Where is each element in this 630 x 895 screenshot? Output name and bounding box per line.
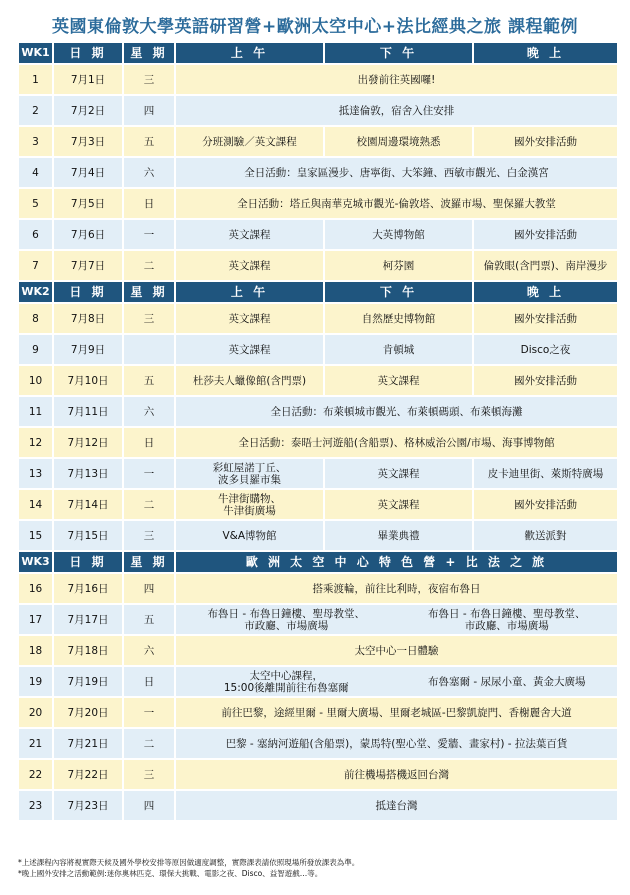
- morning-activity: 英文課程: [176, 220, 323, 249]
- morning-header: 上 午: [176, 43, 323, 63]
- day-number: 11: [19, 397, 52, 426]
- morning-activity: 分班測驗／英文課程: [176, 127, 323, 156]
- day-number: 4: [19, 158, 52, 187]
- activity-line: 太空中心課程，: [249, 669, 323, 682]
- day-number: 3: [19, 127, 52, 156]
- schedule-row: [19, 127, 617, 156]
- afternoon-activity: 畢業典禮: [325, 521, 472, 550]
- morning-activity: 英文課程: [176, 304, 323, 333]
- schedule-row: [19, 304, 617, 333]
- weekday-cell: 四: [124, 791, 174, 820]
- schedule-row: [19, 760, 617, 789]
- morning-activity: [176, 459, 323, 488]
- footnote: *上述課程內容將視實際天候及國外學校安排等原因做適度調整，實際課表請依照現場所發放課表為準。: [18, 858, 360, 867]
- date-cell: 7月9日: [54, 335, 122, 364]
- weekday-cell: 一: [124, 220, 174, 249]
- date-cell: 7月4日: [54, 158, 122, 187]
- full-day-activity: 全日活動：泰晤士河遊船(含船票)、格林威治公園/市場、海事博物館: [176, 428, 617, 457]
- full-day-activity: 全日活動：布萊頓城市觀光、布萊頓碼頭、布萊頓海灘: [176, 397, 617, 426]
- schedule-row: [19, 428, 617, 457]
- date-cell: 7月13日: [54, 459, 122, 488]
- date-cell: 7月17日: [54, 605, 122, 634]
- schedule-row: [19, 158, 617, 187]
- date-cell: 7月10日: [54, 366, 122, 395]
- evening-activity: 歡送派對: [474, 521, 617, 550]
- date-cell: 7月22日: [54, 760, 122, 789]
- afternoon-header: 下 午: [325, 282, 472, 302]
- weekday-cell: 五: [124, 605, 174, 634]
- weekday-cell: 日: [124, 428, 174, 457]
- schedule-row: [19, 251, 617, 280]
- schedule-row: [19, 220, 617, 249]
- afternoon-activity: 肯頓城: [325, 335, 472, 364]
- date-cell: 7月3日: [54, 127, 122, 156]
- weekday-header: 星 期: [124, 552, 174, 572]
- evening-activity: Disco之夜: [474, 335, 617, 364]
- schedule-row: [19, 574, 617, 603]
- footnotes: [18, 857, 618, 879]
- schedule-row: [19, 189, 617, 218]
- activity-line: 市政廳、市場廣場: [244, 619, 329, 632]
- evening-activity: 皮卡迪里街、萊斯特廣場: [474, 459, 617, 488]
- day-number: 5: [19, 189, 52, 218]
- weekday-cell: 五: [124, 366, 174, 395]
- page-title: 英國東倫敦大學英語研習營+歐洲太空中心+法比經典之旅 課程範例: [52, 17, 578, 37]
- date-cell: 7月20日: [54, 698, 122, 727]
- date-cell: 7月23日: [54, 791, 122, 820]
- date-header: 日 期: [54, 43, 122, 63]
- schedule-row: [19, 667, 617, 696]
- day-number: 1: [19, 65, 52, 94]
- full-day-activity: 巴黎 - 塞納河遊船(含船票)，蒙馬特(聖心堂、愛牆、畫家村) - 拉法葉百貨: [176, 729, 617, 758]
- date-cell: 7月2日: [54, 96, 122, 125]
- afternoon-activity: 大英博物館: [325, 220, 472, 249]
- schedule-row: [19, 521, 617, 550]
- weekday-cell: 六: [124, 397, 174, 426]
- date-cell: 7月21日: [54, 729, 122, 758]
- date-cell: 7月18日: [54, 636, 122, 665]
- week-header-row: [19, 282, 617, 302]
- split-day-activity: [176, 605, 617, 634]
- date-cell: 7月15日: [54, 521, 122, 550]
- weekday-cell: 日: [124, 189, 174, 218]
- week-label: WK1: [19, 43, 52, 63]
- activity-line: 布魯日 - 布魯日鐘樓、聖母教堂、: [428, 607, 586, 620]
- first-half-activity: [176, 608, 397, 632]
- day-number: 23: [19, 791, 52, 820]
- split-container: [176, 605, 617, 634]
- morning-activity: 英文課程: [176, 251, 323, 280]
- full-day-activity: 全日活動：塔丘與南華克城市觀光-倫敦塔、波羅市場、聖保羅大教堂: [176, 189, 617, 218]
- date-cell: 7月11日: [54, 397, 122, 426]
- schedule-row: [19, 791, 617, 820]
- date-cell: 7月12日: [54, 428, 122, 457]
- weekday-header: 星 期: [124, 282, 174, 302]
- weekday-cell: 三: [124, 521, 174, 550]
- full-day-activity: 前往機場搭機返回台灣: [176, 760, 617, 789]
- afternoon-activity: 英文課程: [325, 366, 472, 395]
- morning-activity: 杜莎夫人蠟像館(含門票): [176, 366, 323, 395]
- full-day-activity: 太空中心一日體驗: [176, 636, 617, 665]
- first-half-activity: [176, 670, 397, 694]
- weekday-header: 星 期: [124, 43, 174, 63]
- schedule-row: [19, 605, 617, 634]
- weekday-cell: 二: [124, 729, 174, 758]
- evening-activity: 國外安排活動: [474, 127, 617, 156]
- day-number: 9: [19, 335, 52, 364]
- afternoon-activity: 英文課程: [325, 459, 472, 488]
- weekday-cell: [124, 335, 174, 364]
- evening-header: 晚 上: [474, 43, 617, 63]
- schedule-row: [19, 335, 617, 364]
- weekday-cell: 五: [124, 127, 174, 156]
- activity-line: 布魯日 - 布魯日鐘樓、聖母教堂、: [207, 607, 365, 620]
- schedule-row: [19, 397, 617, 426]
- footnote: *晚上國外安排之活動範例:迷你奧林匹克、環保大挑戰、電影之夜、Disco、益智遊戲…等。: [18, 869, 323, 878]
- date-cell: 7月14日: [54, 490, 122, 519]
- weekday-cell: 三: [124, 65, 174, 94]
- full-day-activity: 前往巴黎，途經里爾 - 里爾大廣場、里爾老城區-巴黎凱旋門、香榭麗舍大道: [176, 698, 617, 727]
- activity-line: 市政廳、市場廣場: [464, 619, 549, 632]
- schedule-row: [19, 698, 617, 727]
- afternoon-activity: 校園周邊環境熟悉: [325, 127, 472, 156]
- afternoon-activity: 自然歷史博物館: [325, 304, 472, 333]
- morning-activity: [176, 490, 323, 519]
- day-number: 22: [19, 760, 52, 789]
- activity-line: 波多貝羅市集: [218, 473, 281, 486]
- schedule-table: [17, 41, 619, 822]
- schedule-row: [19, 490, 617, 519]
- weekday-cell: 二: [124, 251, 174, 280]
- schedule-row: [19, 65, 617, 94]
- day-number: 20: [19, 698, 52, 727]
- day-number: 12: [19, 428, 52, 457]
- weekday-cell: 六: [124, 636, 174, 665]
- weekday-cell: 一: [124, 459, 174, 488]
- day-number: 17: [19, 605, 52, 634]
- date-cell: 7月19日: [54, 667, 122, 696]
- weekday-cell: 四: [124, 574, 174, 603]
- split-container: [176, 667, 617, 696]
- full-day-activity: 抵達倫敦，宿舍入住安排: [176, 96, 617, 125]
- afternoon-activity: 英文課程: [325, 490, 472, 519]
- weekday-cell: 三: [124, 760, 174, 789]
- week-label: WK3: [19, 552, 52, 572]
- morning-activity: 英文課程: [176, 335, 323, 364]
- morning-header: 上 午: [176, 282, 323, 302]
- day-number: 10: [19, 366, 52, 395]
- weekday-cell: 三: [124, 304, 174, 333]
- weekday-cell: 二: [124, 490, 174, 519]
- date-cell: 7月1日: [54, 65, 122, 94]
- day-number: 6: [19, 220, 52, 249]
- weekday-cell: 四: [124, 96, 174, 125]
- weekday-cell: 日: [124, 667, 174, 696]
- day-number: 2: [19, 96, 52, 125]
- afternoon-activity: 柯芬園: [325, 251, 472, 280]
- day-number: 19: [19, 667, 52, 696]
- evening-activity: 國外安排活動: [474, 304, 617, 333]
- afternoon-header: 下 午: [325, 43, 472, 63]
- schedule-row: [19, 729, 617, 758]
- activity-line: 彩虹屋諾丁丘、: [212, 461, 287, 474]
- full-day-activity: 出發前往英國囉!: [176, 65, 617, 94]
- day-number: 21: [19, 729, 52, 758]
- day-number: 7: [19, 251, 52, 280]
- day-number: 14: [19, 490, 52, 519]
- full-day-activity: 抵達台灣: [176, 791, 617, 820]
- full-day-activity: 搭乘渡輪，前往比利時，夜宿布魯日: [176, 574, 617, 603]
- evening-header: 晚 上: [474, 282, 617, 302]
- evening-activity: 國外安排活動: [474, 220, 617, 249]
- evening-activity: 國外安排活動: [474, 366, 617, 395]
- week-label: WK2: [19, 282, 52, 302]
- week-header-row: [19, 43, 617, 63]
- week3-banner: 歐 洲 太 空 中 心 特 色 營 + 比 法 之 旅: [176, 552, 617, 572]
- day-number: 16: [19, 574, 52, 603]
- full-day-activity: 全日活動：皇家區漫步、唐寧街、大笨鐘、西敏市觀光、白金漢宮: [176, 158, 617, 187]
- evening-activity: 國外安排活動: [474, 490, 617, 519]
- date-cell: 7月5日: [54, 189, 122, 218]
- schedule-row: [19, 96, 617, 125]
- split-day-activity: [176, 667, 617, 696]
- date-cell: 7月16日: [54, 574, 122, 603]
- morning-activity: V&A博物館: [176, 521, 323, 550]
- evening-activity: 倫敦眼(含門票)、南岸漫步: [474, 251, 617, 280]
- day-number: 18: [19, 636, 52, 665]
- date-header: 日 期: [54, 552, 122, 572]
- week-header-row: [19, 552, 617, 572]
- activity-line: 牛津街廣場: [223, 504, 276, 517]
- day-number: 13: [19, 459, 52, 488]
- schedule-row: [19, 636, 617, 665]
- date-cell: 7月6日: [54, 220, 122, 249]
- second-half-activity: 布魯塞爾 - 尿尿小童、黃金大廣場: [428, 675, 586, 688]
- activity-line: 15:00後離開前往布魯塞爾: [223, 681, 349, 694]
- schedule-row: [19, 366, 617, 395]
- second-half-activity: [397, 608, 618, 632]
- day-number: 8: [19, 304, 52, 333]
- schedule-row: [19, 459, 617, 488]
- weekday-cell: 六: [124, 158, 174, 187]
- weekday-cell: 一: [124, 698, 174, 727]
- date-cell: 7月8日: [54, 304, 122, 333]
- date-header: 日 期: [54, 282, 122, 302]
- day-number: 15: [19, 521, 52, 550]
- date-cell: 7月7日: [54, 251, 122, 280]
- activity-line: 牛津街購物、: [218, 492, 281, 505]
